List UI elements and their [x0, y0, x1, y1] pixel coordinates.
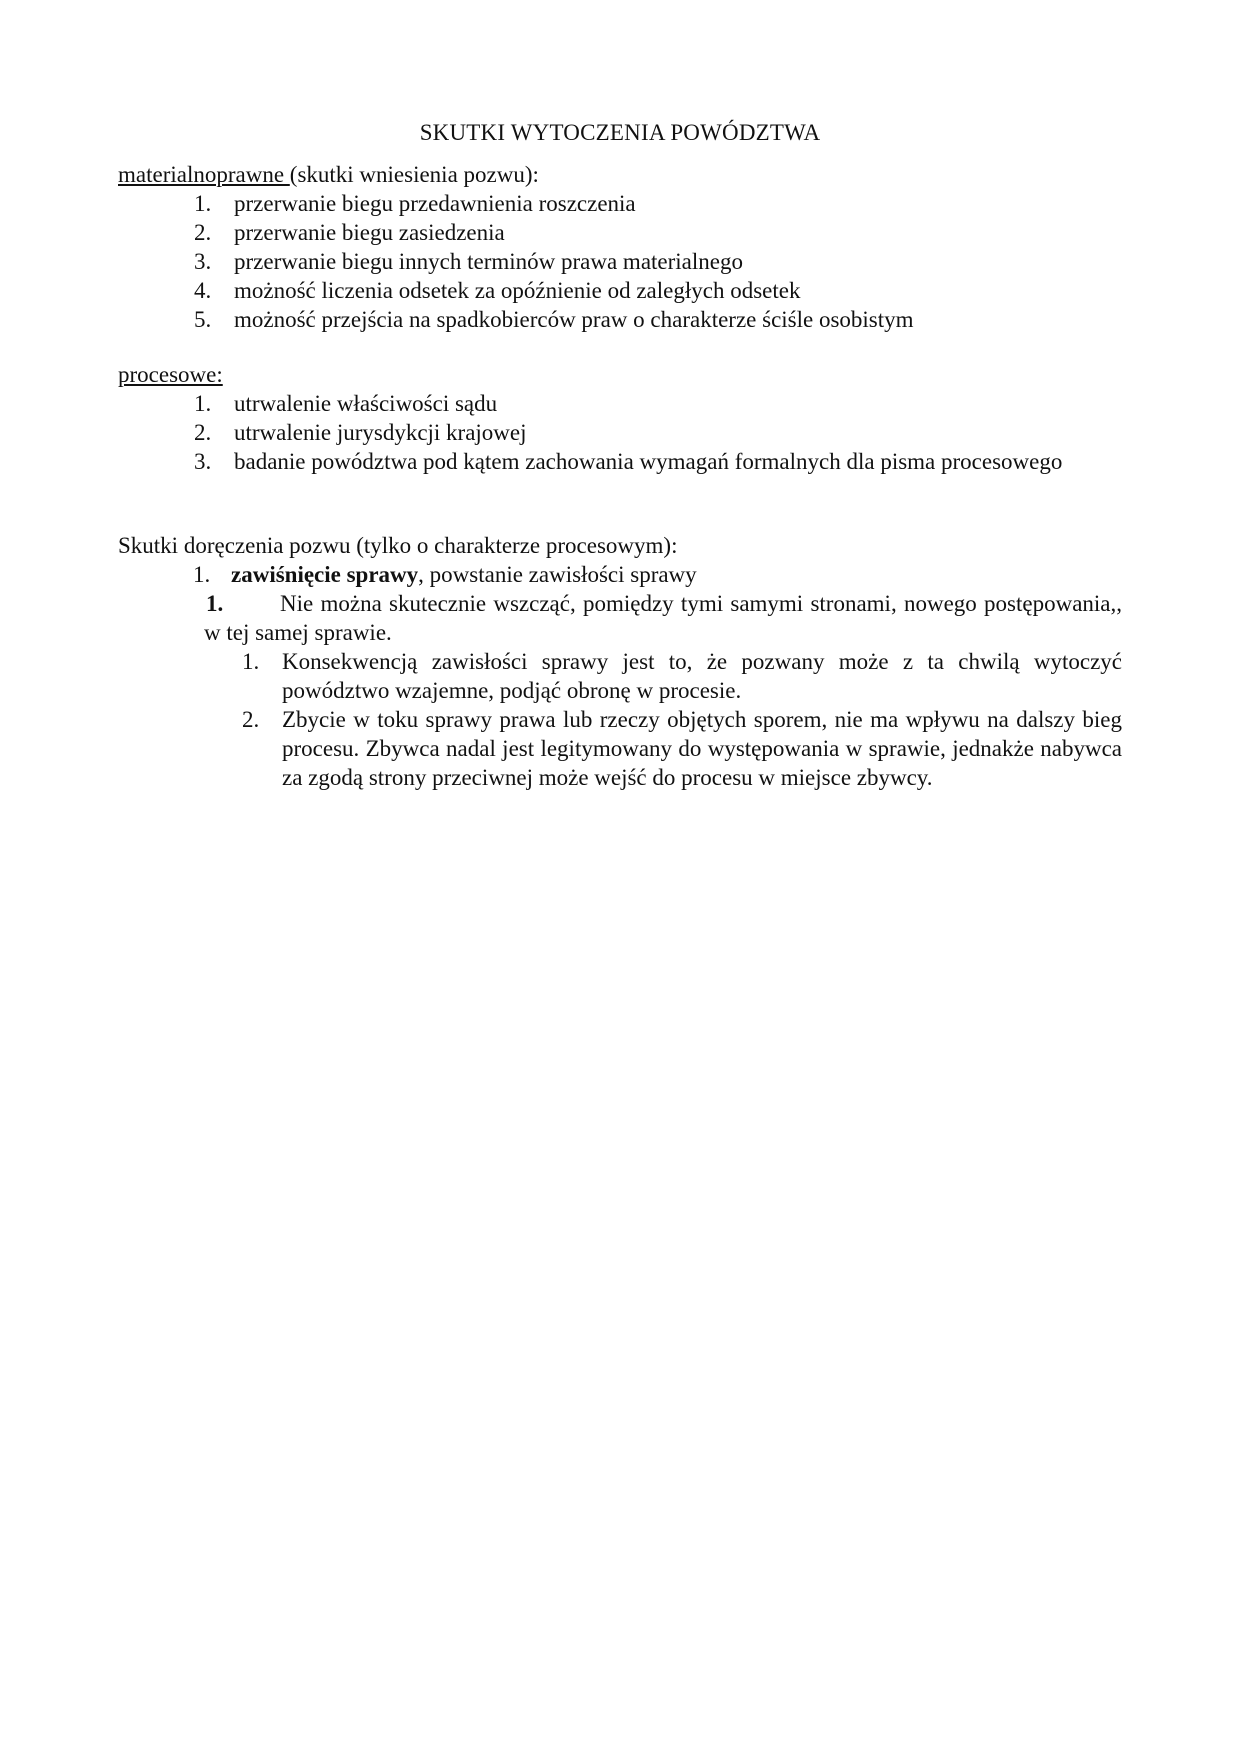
list-number: 1.	[194, 191, 212, 216]
list-text: Konsekwencją zawisłości sprawy jest to, że pozwany może z ta chwilą wytoczyć powództwo wzajemne, podjąć obronę w procesie.	[282, 649, 1122, 703]
list-text: przerwanie biegu zasiedzenia	[234, 220, 505, 245]
procesowe-heading	[118, 360, 1122, 389]
note-number: 1.	[206, 591, 224, 616]
list-text-bold: zawiśnięcie sprawy	[231, 562, 419, 587]
list-number: 1.	[242, 649, 260, 674]
list-item	[118, 389, 1122, 418]
list-text: przerwanie biegu przedawnienia roszczenia	[234, 191, 636, 216]
document-page	[118, 118, 1122, 792]
list-item	[118, 247, 1122, 276]
list-text: możność liczenia odsetek za opóźnienie od zaległych odsetek	[234, 278, 801, 303]
list-number: 2.	[194, 220, 212, 245]
doreczenie-list	[118, 560, 1122, 589]
material-heading	[118, 160, 1122, 189]
list-number: 5.	[194, 307, 212, 332]
list-item	[118, 276, 1122, 305]
procesowe-list	[118, 389, 1122, 476]
list-number: 3.	[194, 249, 212, 274]
list-item	[118, 705, 1122, 792]
list-text: utrwalenie jurysdykcji krajowej	[234, 420, 527, 445]
list-item	[118, 647, 1122, 705]
list-number: 1.	[194, 391, 212, 416]
list-number: 2.	[194, 420, 212, 445]
list-number: 3.	[194, 449, 212, 474]
list-item	[118, 218, 1122, 247]
list-item	[118, 305, 1122, 334]
list-text: możność przejścia na spadkobierców praw o charakterze ściśle osobistym	[234, 307, 914, 332]
list-item	[118, 447, 1122, 476]
list-text: Zbycie w toku sprawy prawa lub rzeczy objętych sporem, nie ma wpływu na dalszy bieg procesu. Zbywca nadal jest legitymowany do występowania w sprawie, jednakże nabywca za zgodą strony przeciwnej może wejść do procesu w miejsce zbywcy.	[282, 707, 1122, 790]
material-list	[118, 189, 1122, 334]
list-text: , powstanie zawisłości sprawy	[418, 562, 697, 587]
list-item	[118, 560, 1122, 589]
doreczenie-sub-list	[118, 647, 1122, 792]
note-paragraph	[118, 589, 1122, 647]
list-number: 2.	[242, 707, 260, 732]
doreczenie-heading: Skutki doręczenia pozwu (tylko o charakterze procesowym):	[118, 533, 678, 558]
list-text: przerwanie biegu innych terminów prawa materialnego	[234, 249, 743, 274]
list-number: 1.	[193, 562, 211, 587]
document-title: SKUTKI WYTOCZENIA POWÓDZTWA	[419, 120, 821, 145]
list-item	[118, 418, 1122, 447]
list-number: 4.	[194, 278, 212, 303]
material-heading-underlined: materialnoprawne	[118, 162, 290, 187]
list-text: utrwalenie właściwości sądu	[234, 391, 498, 416]
procesowe-heading-text: procesowe:	[118, 362, 223, 387]
list-item	[118, 189, 1122, 218]
note-text: Nie można skutecznie wszcząć, pomiędzy tymi samymi stronami, nowego postępowania,, w tej samej sprawie.	[204, 591, 1122, 645]
list-text: badanie powództwa pod kątem zachowania wymagań formalnych dla pisma procesowego	[234, 449, 1063, 474]
material-heading-rest: (skutki wniesienia pozwu):	[289, 162, 539, 187]
